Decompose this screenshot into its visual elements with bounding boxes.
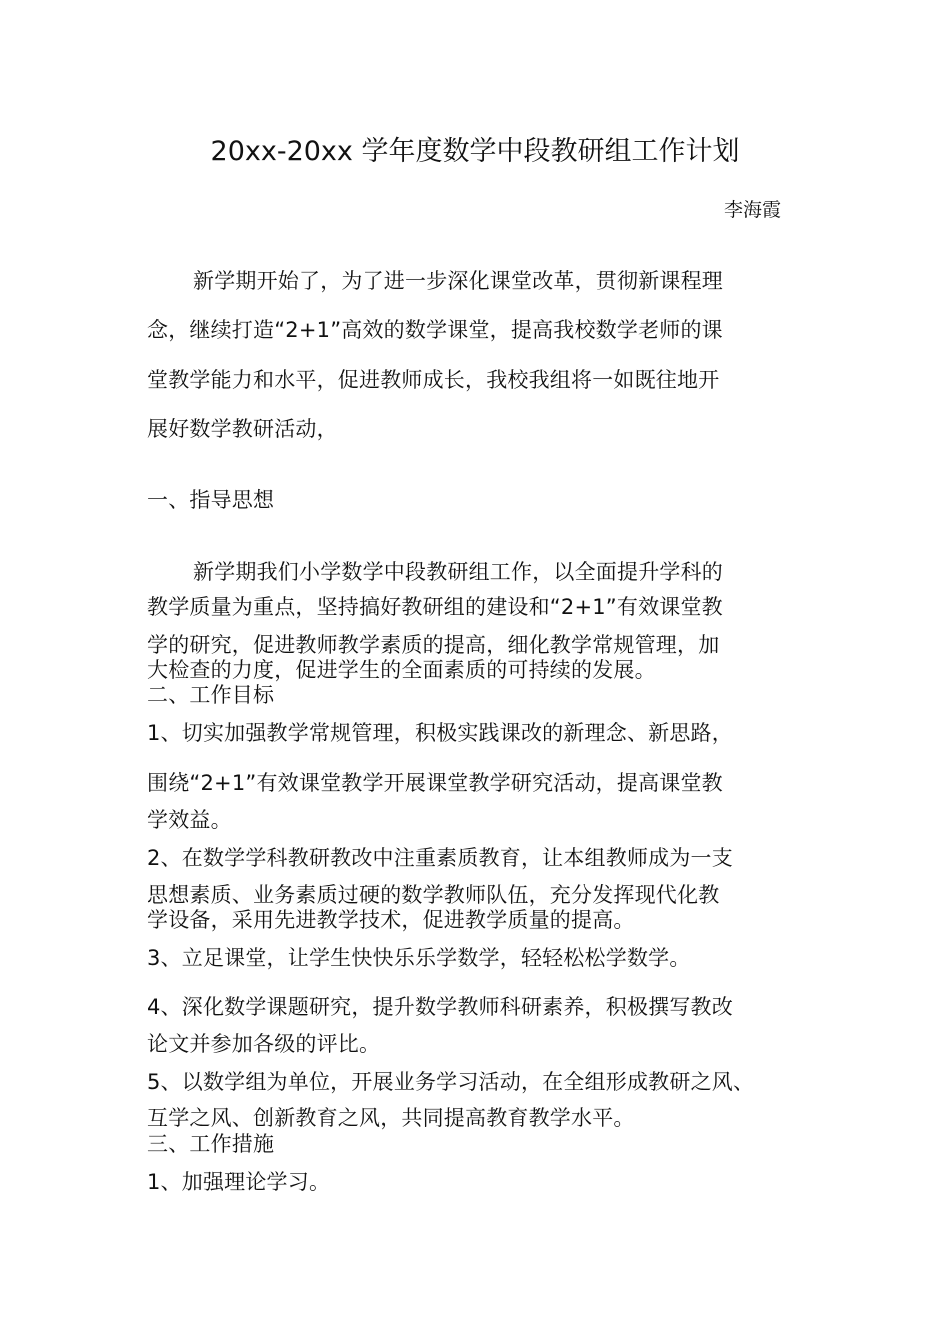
section2-line: 论文并参加各级的评比。 — [147, 1032, 381, 1056]
section2-line: 5、以数学组为单位，开展业务学习活动，在全组形成教研之风、 — [147, 1070, 755, 1094]
section2-line: 思想素质、业务素质过硬的数学教师队伍，充分发挥现代化教 — [147, 883, 720, 907]
section1-line: 新学期我们小学数学中段教研组工作，以全面提升学科的 — [193, 560, 723, 584]
section2-line: 3、立足课堂，让学生快快乐乐学数学，轻轻松松学数学。 — [147, 946, 691, 970]
section2-line: 围绕“2+1”有效课堂教学开展课堂教学研究活动，提高课堂教 — [147, 771, 723, 795]
section2-line: 2、在数学学科教研教改中注重素质教育，让本组教师成为一支 — [147, 846, 733, 870]
section1-line: 教学质量为重点，坚持搞好教研组的建设和“2+1”有效课堂教 — [147, 595, 723, 619]
intro-line: 新学期开始了，为了进一步深化课堂改革，贯彻新课程理 — [193, 269, 723, 293]
intro-line: 展好数学教研活动， — [147, 417, 338, 441]
section2-line: 1、切实加强教学常规管理，积极实践课改的新理念、新思路， — [147, 721, 733, 745]
section-heading-work-measures: 三、工作措施 — [147, 1132, 275, 1156]
section-heading-guiding-thought: 一、指导思想 — [147, 488, 275, 512]
section1-line: 学的研究，促进教师教学素质的提高，细化教学常规管理，加 — [147, 633, 720, 657]
document-title: 20xx-20xx 学年度数学中段教研组工作计划 — [210, 136, 740, 167]
intro-line: 念，继续打造“2+1”高效的数学课堂，提高我校数学老师的课 — [147, 318, 723, 342]
section3-line: 1、加强理论学习。 — [147, 1170, 331, 1194]
section2-line: 学效益。 — [147, 808, 232, 832]
author-name: 李海霞 — [724, 199, 782, 221]
intro-line: 堂教学能力和水平，促进教师成长，我校我组将一如既往地开 — [147, 368, 720, 392]
section-heading-work-goals: 二、工作目标 — [147, 683, 275, 707]
section2-line: 4、深化数学课题研究，提升数学教师科研素养，积极撰写教改 — [147, 995, 733, 1019]
section2-line: 学设备，采用先进教学技术，促进教学质量的提高。 — [147, 908, 635, 932]
section1-line: 大检查的力度，促进学生的全面素质的可持续的发展。 — [147, 658, 656, 682]
section2-line: 互学之风、创新教育之风，共同提高教育教学水平。 — [147, 1106, 635, 1130]
